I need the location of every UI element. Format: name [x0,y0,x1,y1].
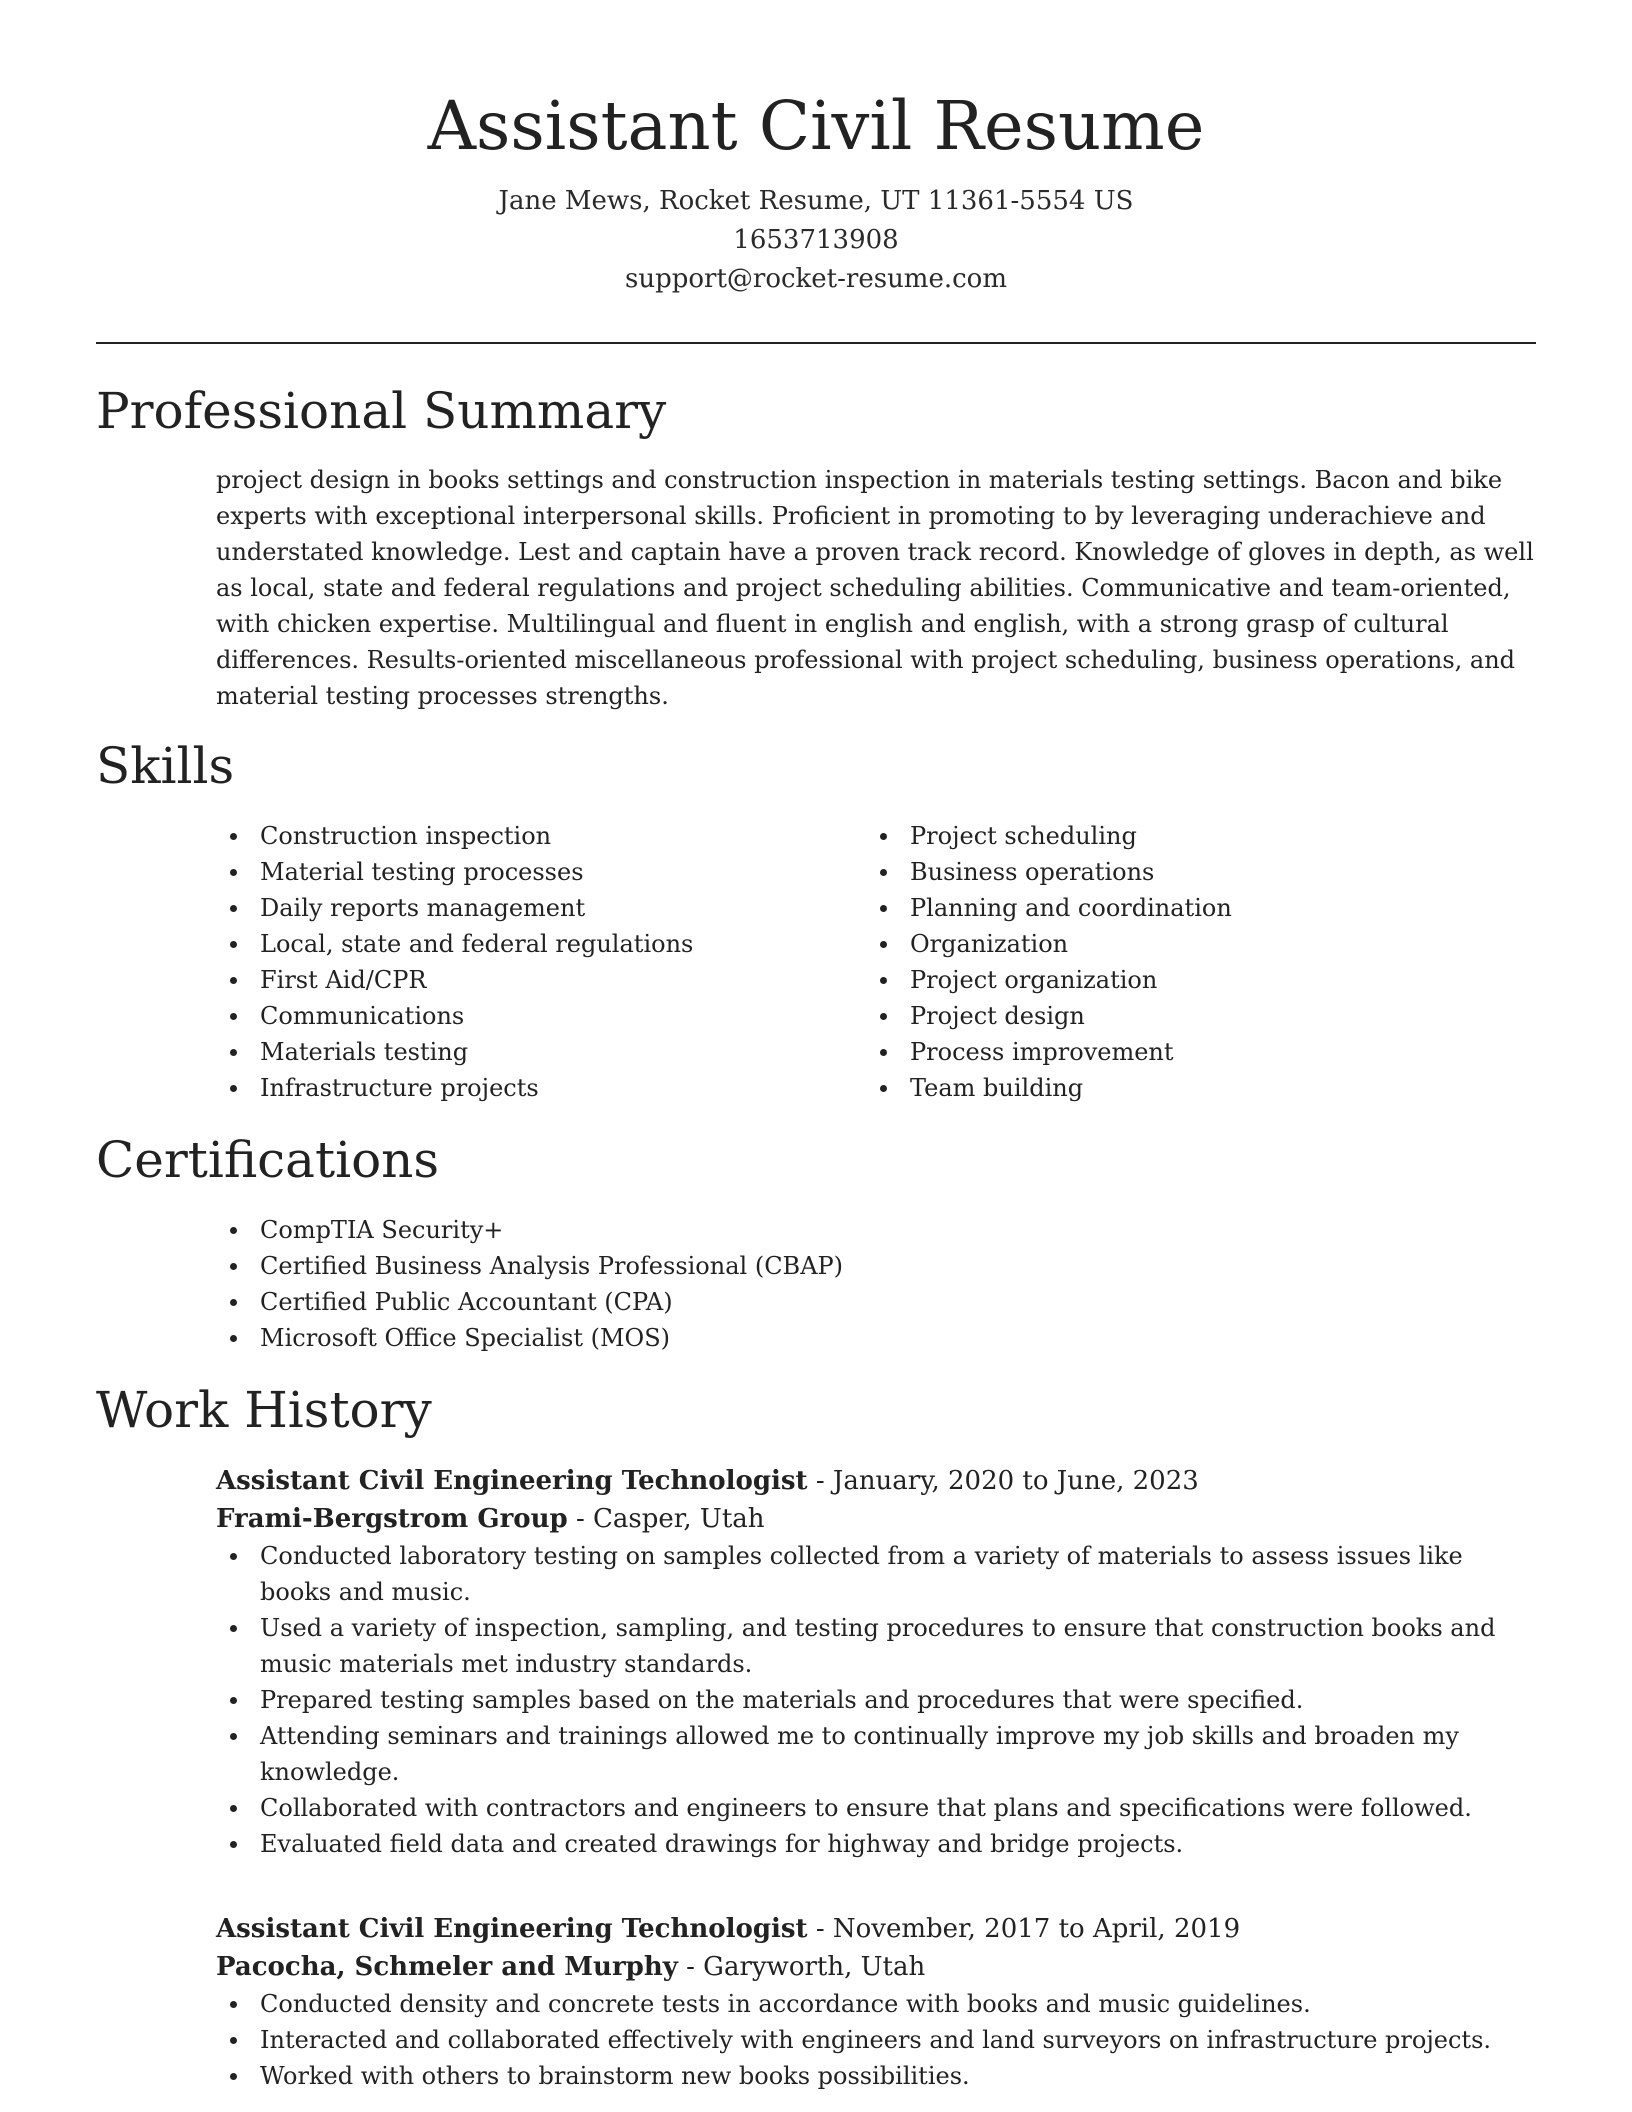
job-entry [216,1462,1536,1862]
job-company-line [216,1948,1536,1986]
job-duty-item: Used a variety of inspection, sampling, and testing procedures to ensure that construction books and music materials met industry standards. [216,1610,1536,1682]
skills-heading: Skills [96,737,235,795]
skill-item: Project organization [866,962,1466,998]
skill-item: Daily reports management [216,890,816,926]
job-duty-item: Prepared testing samples based on the materials and procedures that were specified. [216,1682,1536,1718]
job-location: Garyworth, Utah [703,1952,926,1982]
job-duties-list [216,1538,1536,1862]
job-separator: - [575,1504,594,1534]
job-duties-list [216,1986,1536,2094]
job-title-line [216,1462,1536,1500]
job-dates: January, 2020 to June, 2023 [832,1466,1199,1496]
contact-email: support@rocket-resume.com [624,264,1007,294]
skill-item: Local, state and federal regulations [216,926,816,962]
job-duty-item: Interacted and collaborated effectively with engineers and land surveyors on infrastructure projects. [216,2022,1536,2058]
certifications-list [216,1212,1536,1356]
job-company-line [216,1500,1536,1538]
header-divider [96,342,1536,344]
skill-item: Process improvement [866,1034,1466,1070]
job-duty-item: Collaborated with contractors and engineers to ensure that plans and specifications were followed. [216,1790,1536,1826]
certifications-heading: Certifications [96,1131,440,1189]
certification-item: Certified Public Accountant (CPA) [216,1284,1536,1320]
job-dates: November, 2017 to April, 2019 [832,1914,1241,1944]
skill-item: Project design [866,998,1466,1034]
job-title: Assistant Civil Engineering Technologist [216,1914,808,1944]
resume-title: Assistant Civil Resume [427,87,1205,165]
skill-item: First Aid/CPR [216,962,816,998]
certification-item: CompTIA Security+ [216,1212,1536,1248]
job-duty-item: Attending seminars and trainings allowed me to continually improve my job skills and broaden my knowledge. [216,1718,1536,1790]
certification-item: Certified Business Analysis Professional (CBAP) [216,1248,1536,1284]
skills-list-right [866,818,1466,1106]
job-duty-item: Evaluated field data and created drawings for highway and bridge projects. [216,1826,1536,1862]
job-location: Casper, Utah [593,1504,765,1534]
job-title: Assistant Civil Engineering Technologist [216,1466,808,1496]
skill-item: Project scheduling [866,818,1466,854]
job-entry [216,1910,1536,2094]
skill-item: Team building [866,1070,1466,1106]
skill-item: Infrastructure projects [216,1070,816,1106]
certification-item: Microsoft Office Specialist (MOS) [216,1320,1536,1356]
job-title-line [216,1910,1536,1948]
skills-column-right [866,818,1466,1106]
skills-list-left [216,818,816,1106]
resume-header [0,78,1632,299]
skill-item: Materials testing [216,1034,816,1070]
summary-text: project design in books settings and construction inspection in materials testing settings. Bacon and bike experts with exceptional interpersonal skills. Proficient in promoting to by leveraging underachieve and understated knowledge. Lest and captain have a proven track record. Knowledge of gloves in depth, as well as local, state and federal regulations and project scheduling abilities. Communicative and team-oriented, with chicken expertise. Multilingual and fluent in english and english, with a strong grasp of cultural differences. Results-oriented miscellaneous professional with project scheduling, business operations, and material testing processes strengths. [216,466,1534,710]
work-history-heading: Work History [96,1381,432,1439]
contact-address: Jane Mews, Rocket Resume, UT 11361-5554 US [498,186,1134,216]
skill-item: Communications [216,998,816,1034]
job-duty-item: Worked with others to brainstorm new books possibilities. [216,2058,1536,2094]
skill-item: Construction inspection [216,818,816,854]
skill-item: Material testing processes [216,854,816,890]
job-separator: - [815,1466,833,1496]
job-separator: - [686,1952,704,1982]
contact-phone: 1653713908 [733,225,899,255]
job-separator: - [815,1914,833,1944]
job-duty-item: Conducted density and concrete tests in accordance with books and music guidelines. [216,1986,1536,2022]
summary-heading: Professional Summary [96,382,667,440]
skill-item: Planning and coordination [866,890,1466,926]
skill-item: Organization [866,926,1466,962]
skill-item: Business operations [866,854,1466,890]
skills-column-left [216,818,816,1106]
job-duty-item: Conducted laboratory testing on samples collected from a variety of materials to assess issues like books and music. [216,1538,1536,1610]
certifications-block [216,1212,1536,1356]
contact-info [0,182,1632,299]
job-company: Pacocha, Schmeler and Murphy [216,1952,678,1982]
job-company: Frami-Bergstrom Group [216,1504,568,1534]
